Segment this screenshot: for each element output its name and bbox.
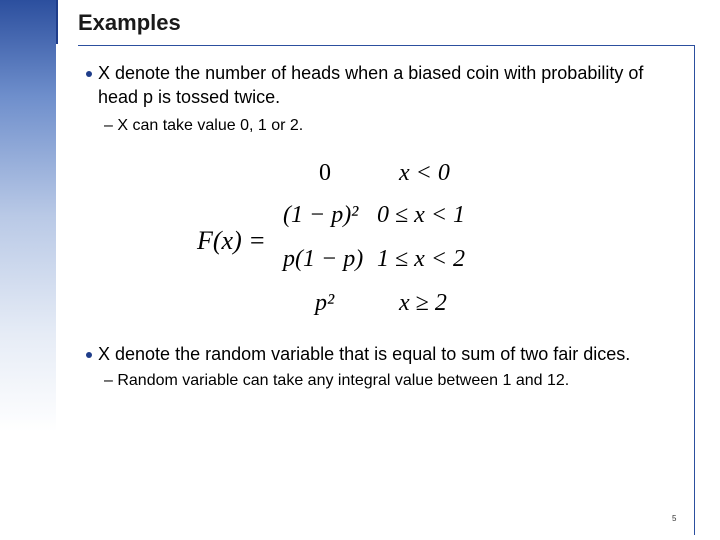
right-border-line <box>694 45 695 535</box>
page-number: 5 <box>672 514 677 523</box>
slide-sidebar-gradient <box>0 0 56 540</box>
bullet-item-2 <box>86 342 696 366</box>
bullet-dot-icon <box>86 352 92 358</box>
sidebar-edge-bar <box>56 0 58 44</box>
formula-row3-value: p(1 − p) <box>283 246 364 272</box>
formula-row4-value: p² <box>315 290 335 316</box>
slide-title: Examples <box>78 10 181 35</box>
formula-row1-value: 0 <box>319 160 331 186</box>
bullet-text-1: X denote the number of heads when a biased coin with probability of head p is tossed twice. <box>98 63 644 107</box>
bullet-item-1 <box>86 61 686 109</box>
title-underline <box>78 45 695 46</box>
sub-bullet-2: – Random variable can take any integral value between 1 and 12. <box>104 372 570 389</box>
bullet-text-2: X denote the random variable that is equal to sum of two fair dices. <box>98 344 631 364</box>
formula-row2-value: (1 − p)² <box>283 202 359 228</box>
formula-lhs: F(x) = <box>197 226 266 255</box>
sub-bullet-1: – X can take value 0, 1 or 2. <box>104 117 304 134</box>
formula-row2-condition: 0 ≤ x < 1 <box>377 202 466 228</box>
formula-row1-condition: x < 0 <box>399 160 450 186</box>
formula-row4-condition: x ≥ 2 <box>399 290 447 316</box>
bullet-dot-icon <box>86 71 92 77</box>
formula-row3-condition: 1 ≤ x < 2 <box>377 246 466 272</box>
cdf-formula <box>195 158 485 324</box>
